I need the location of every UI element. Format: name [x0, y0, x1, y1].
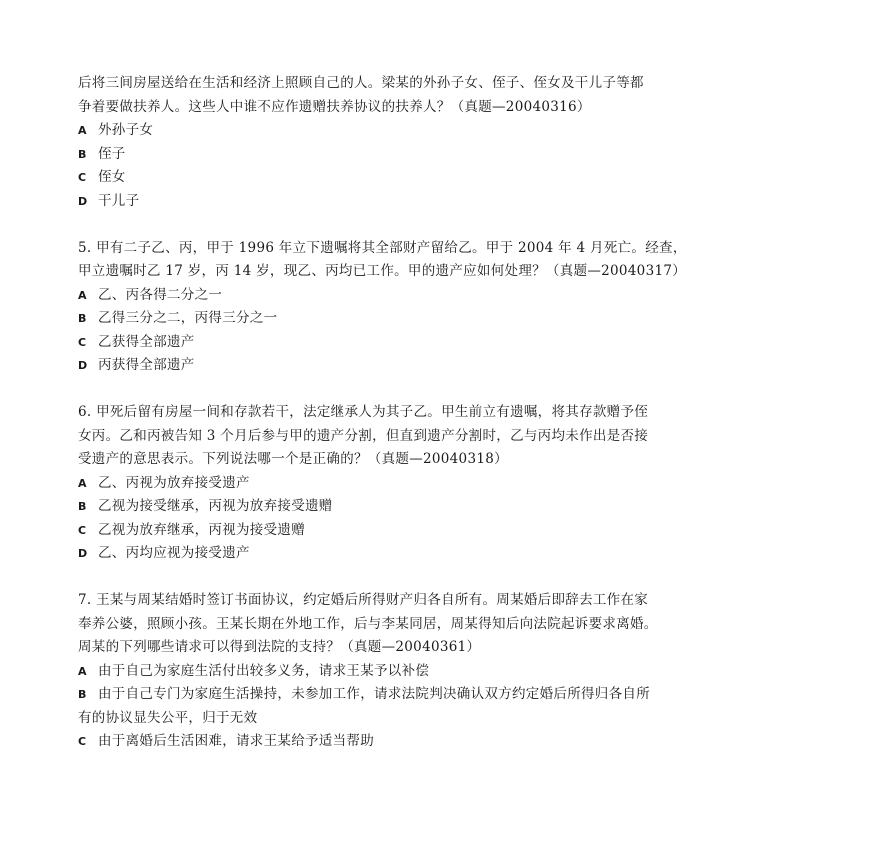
option-letter: C [78, 171, 87, 184]
option-letter: C [78, 523, 87, 537]
option-letter: B [78, 500, 87, 513]
option-letter: A [78, 664, 87, 678]
question-stem-line: 奉养公婆，照顾小孩。王某长期在外地工作，后与李某同居，周某得知后向法院起诉要求离婚。 [78, 615, 658, 632]
option-d [78, 542, 798, 566]
option-b [78, 307, 798, 331]
option-letter: B [78, 688, 87, 701]
option-letter: B [78, 312, 87, 325]
option-a [78, 660, 798, 684]
option-b [78, 495, 798, 519]
option-text: 干儿子 [98, 192, 140, 209]
question-stem-line: 7. 王某与周某结婚时签订书面协议，约定婚后所得财产归各自所有。周某婚后即辞去工作在家 [78, 592, 649, 608]
option-text: 乙视为放弃继承，丙视为接受遗赠 [98, 521, 305, 538]
question-stem-line: 周某的下列哪些请求可以得到法院的支持？（真题—20040361） [78, 639, 481, 655]
option-text: 乙、丙均应视为接受遗产 [98, 545, 250, 561]
option-c [78, 331, 798, 355]
option-text: 由于自己为家庭生活付出较多义务，请求王某予以补偿 [98, 662, 430, 679]
option-letter: C [78, 335, 87, 349]
document-page [78, 72, 798, 754]
question-stem-line: 受遗产的意思表示。下列说法哪一个是正确的？（真题—20040318） [78, 451, 508, 467]
option-letter: A [78, 476, 87, 490]
option-a [78, 472, 798, 496]
question-stem-line: 女丙。乙和丙被告知 3 个月后参与甲的遗产分割，但直到遗产分割时，乙与丙均未作出是否接 [78, 427, 649, 444]
option-b [78, 143, 798, 167]
option-a [78, 119, 798, 143]
option-text: 侄女 [98, 169, 126, 185]
spacer [78, 378, 798, 402]
question-4 [78, 72, 798, 213]
option-text: 由于离婚后生活困难，请求王某给予适当帮助 [98, 733, 374, 749]
question-5 [78, 237, 798, 378]
option-text: 外孙子女 [98, 122, 154, 138]
option-a [78, 284, 798, 308]
option-letter: A [78, 288, 87, 302]
option-text: 乙得三分之二，丙得三分之一 [98, 310, 278, 326]
option-text: 乙获得全部遗产 [98, 333, 195, 350]
spacer [78, 213, 798, 237]
option-letter: D [78, 194, 88, 208]
option-d [78, 190, 798, 214]
option-c [78, 730, 798, 754]
option-d [78, 354, 798, 378]
option-letter: B [78, 147, 87, 161]
question-7 [78, 589, 798, 754]
option-text: 乙视为接受继承，丙视为放弃接受遗赠 [98, 498, 333, 514]
option-text: 丙获得全部遗产 [98, 357, 195, 373]
option-letter: A [78, 124, 87, 137]
question-stem-line: 甲立遗嘱时乙 17 岁，丙 14 岁，现乙、丙均已工作。甲的遗产应如何处理？（真题—20040317） [78, 263, 687, 279]
option-c [78, 166, 798, 190]
option-b [78, 683, 798, 707]
option-text: 由于自己专门为家庭生活操持，未参加工作，请求法院判决确认双方约定婚后所得归各自所 [98, 686, 650, 702]
question-stem-line: 6. 甲死后留有房屋一间和存款若干，法定继承人为其子乙。甲生前立有遗嘱，将其存款赠予侄 [78, 404, 649, 420]
spacer [78, 566, 798, 590]
option-c [78, 519, 798, 543]
option-b-continued: 有的协议显失公平，归于无效 [78, 709, 258, 726]
option-text: 乙、丙各得二分之一 [98, 286, 223, 303]
option-text: 乙、丙视为放弃接受遗产 [98, 474, 250, 491]
question-stem-line: 后将三间房屋送给在生活和经济上照顾自己的人。梁某的外孙子女、侄子、侄女及干儿子等都 [78, 75, 644, 91]
question-stem-line: 争着要做扶养人。这些人中谁不应作遗赠扶养协议的扶养人？（真题—20040316） [78, 98, 591, 115]
question-stem-line: 5. 甲有二子乙、丙，甲于 1996 年立下遗嘱将其全部财产留给乙。甲于 2004 年 4 月死亡。经查， [78, 239, 687, 256]
option-letter: D [78, 359, 88, 372]
option-letter: C [78, 735, 87, 748]
option-letter: D [78, 547, 88, 560]
question-6 [78, 401, 798, 566]
option-text: 侄子 [98, 145, 126, 162]
